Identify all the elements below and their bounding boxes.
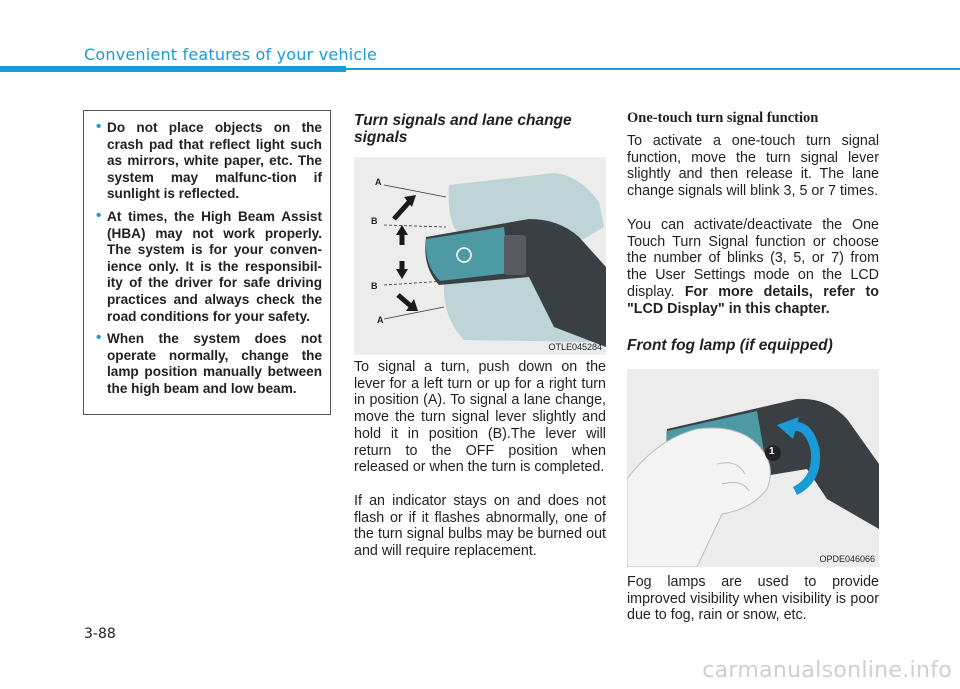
figure-label-b: B	[371, 216, 378, 226]
one-touch-settings-text: You can activate/deactivate the One Touch Turn Signal function or choose the number of blinks (3, 5, or 7) from the User Settings mode on the LCD display.	[627, 217, 879, 300]
figure-label-b: B	[371, 281, 378, 291]
header-rule-thick	[0, 66, 346, 72]
one-touch-reference: For more details, refer to "LCD Display" in this chapter.	[627, 283, 879, 317]
fog-lamp-figure	[627, 369, 879, 567]
watermark: carmanualsonline.info	[702, 658, 952, 683]
figure-label-a: A	[377, 315, 384, 325]
warning-item	[96, 331, 322, 397]
bullet-icon: •	[96, 206, 102, 224]
turn-signal-lever-figure	[354, 157, 606, 355]
warning-box	[83, 110, 331, 415]
fog-lamp-heading: Front fog lamp (if equipped)	[627, 337, 833, 354]
turn-signals-paragraph: To signal a turn, push down on the lever for a left turn or up for a right turn in position (A). To signal a lane change, move the turn signal lever slightly and hold it in position (B).The lever will return to the OFF position when released or when the turn is completed.	[354, 359, 606, 476]
page-number: 3-88	[84, 626, 116, 642]
bullet-icon: •	[96, 329, 102, 347]
step-badge-label: 1	[769, 446, 775, 457]
figure-code: OPDE046066	[819, 554, 875, 564]
warning-item	[96, 206, 322, 325]
turn-signals-paragraph: If an indicator stays on and does not flash or if it flashes abnormally, one of the turn signal bulbs may be burned out and will require replacement.	[354, 493, 606, 560]
section-header-title: Convenient features of your vehicle	[84, 45, 378, 64]
warning-text: At times, the High Beam Assist (HBA) may not work properly. The system is for your conven-ience only. It is the responsibil-ity of the driver for safe driving practices and always check the road conditions for your safety.	[107, 208, 322, 324]
turn-signals-heading: Turn signals and lane change signals	[354, 112, 572, 146]
one-touch-paragraph-settings	[627, 217, 879, 317]
turn-signal-lever-illustration	[354, 157, 606, 355]
fog-lamp-switch-illustration	[627, 369, 879, 567]
warning-text: Do not place objects on the crash pad that reflect light such as mirrors, white paper, etc. The system may malfunc-tion if sunlight is reflected.	[107, 120, 322, 202]
bullet-icon: •	[96, 118, 102, 135]
figure-code: OTLE045284	[548, 342, 602, 352]
warning-text: When the system does not operate normally, change the lamp position manually between the high beam and low beam.	[107, 331, 322, 396]
one-touch-paragraph: To activate a one-touch turn signal function, move the turn signal lever slightly and then release it. The lane change signals will blink 3, 5 or 7 times.	[627, 133, 879, 200]
figure-label-a: A	[375, 177, 382, 187]
warning-item	[96, 120, 322, 203]
one-touch-heading: One-touch turn signal function	[627, 110, 819, 126]
header-rule-thin	[346, 68, 960, 70]
fog-lamp-paragraph: Fog lamps are used to provide improved visibility when visibility is poor due to fog, rain or snow, etc.	[627, 574, 879, 624]
